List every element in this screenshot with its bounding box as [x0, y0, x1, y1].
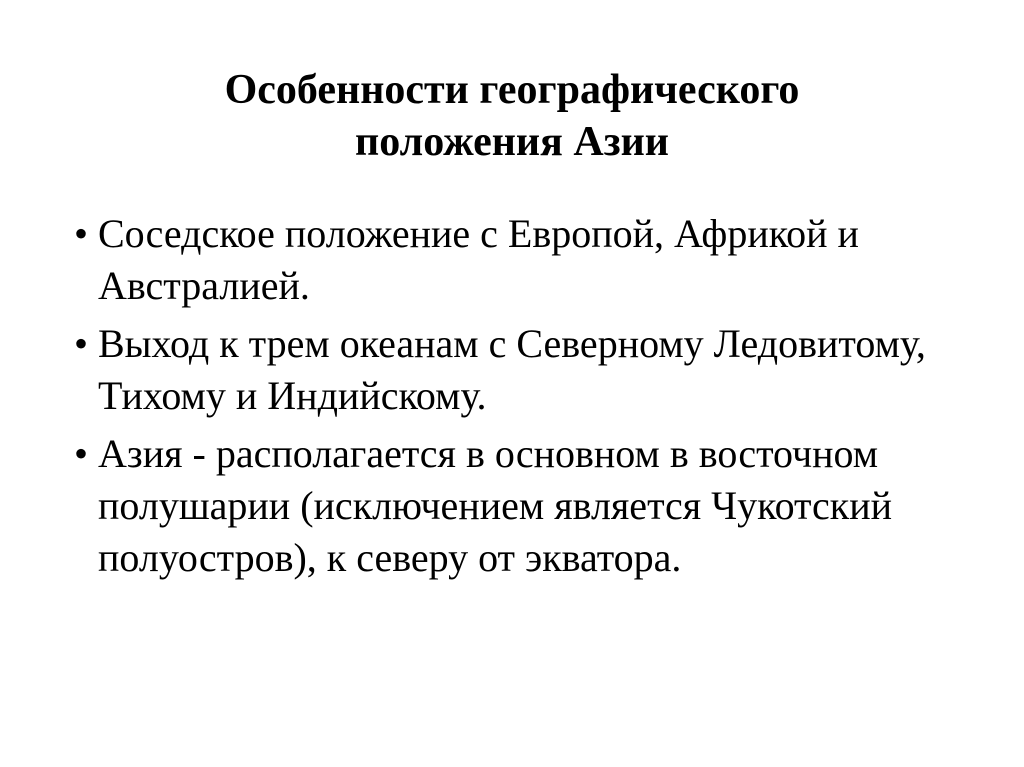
- bullet-text: Азия - располагается в основном в восточном полушарии (исключением является Чукотский полуостров), к северу от экватора.: [98, 431, 893, 580]
- bullet-dot-icon: •: [74, 431, 89, 476]
- slide-title: [0, 64, 1024, 168]
- bullet-dot-icon: •: [74, 321, 89, 366]
- slide-title-line-2: положения Азии: [355, 119, 669, 165]
- bullet-text: Соседское положение с Европой, Африкой и Австралией.: [98, 211, 859, 308]
- bullet-dot-icon: •: [74, 211, 89, 256]
- bullet-text: Выход к трем океанам с Северному Ледовитому, Тихому и Индийскому.: [98, 321, 926, 418]
- bullet-item: [74, 428, 954, 584]
- slide-title-line-1: Особенности географического: [224, 67, 800, 113]
- bullet-list: [74, 208, 954, 590]
- bullet-item: [74, 208, 954, 312]
- bullet-item: [74, 318, 954, 422]
